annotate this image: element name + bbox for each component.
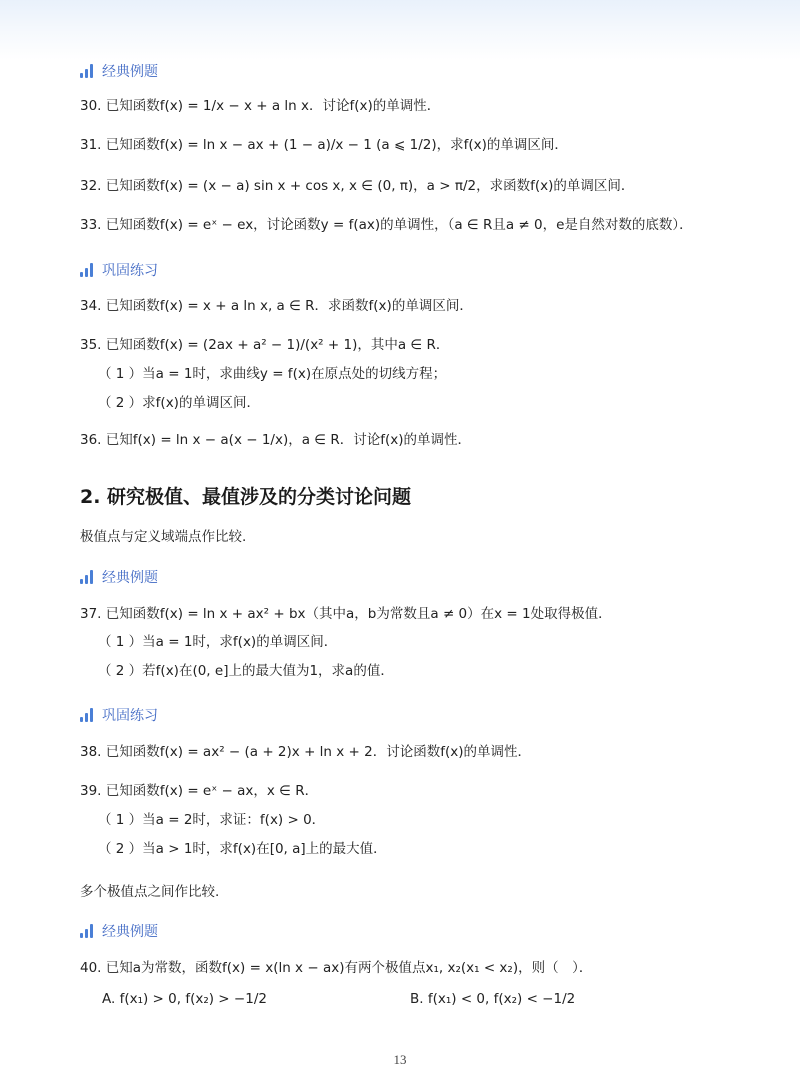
option-a: A. f(x₁) > 0, f(x₂) > −1/2 bbox=[102, 991, 267, 1007]
problem-31: 31. 已知函数f(x) = ln x − ax + (1 − a)/x − 1 (a ⩽ 1/2)，求f(x)的单调区间． bbox=[80, 137, 568, 153]
problem-39: 39. 已知函数f(x) = eˣ − ax，x ∈ R． bbox=[80, 783, 319, 799]
problem-32: 32. 已知函数f(x) = (x − a) sin x + cos x, x ∈ (0, π)，a > π/2，求函数f(x)的单调区间． bbox=[80, 178, 635, 194]
problem-35: 35. 已知函数f(x) = (2ax + a² − 1)/(x² + 1)，其中a ∈ R． bbox=[80, 337, 450, 353]
problem-37: 37. 已知函数f(x) = ln x + ax² + bx（其中a，b为常数且a ≠ 0）在x = 1处取得极值． bbox=[80, 606, 612, 622]
problem-33: 33. 已知函数f(x) = eˣ − ex，讨论函数y = f(ax)的单调性，（a ∈ R且a ≠ 0，e是自然对数的底数）． bbox=[80, 217, 693, 233]
section-classic-examples-3 bbox=[80, 921, 158, 941]
problem-39-part-1: （ 1 ）当a = 2时，求证：f(x) > 0． bbox=[98, 812, 326, 828]
problem-35-part-1: （ 1 ）当a = 1时，求曲线y = f(x)在原点处的切线方程； bbox=[98, 366, 447, 382]
option-b: B. f(x₁) < 0, f(x₂) < −1/2 bbox=[410, 991, 576, 1007]
problem-37-part-2: （ 2 ）若f(x)在(0, e]上的最大值为1，求a的值． bbox=[98, 663, 394, 679]
section-label: 巩固练习 bbox=[102, 263, 158, 279]
note-2: 多个极值点之间作比较. bbox=[80, 884, 220, 900]
problem-38: 38. 已知函数f(x) = ax² − (a + 2)x + ln x + 2．讨论函数f(x)的单调性． bbox=[80, 744, 532, 760]
section-label: 经典例题 bbox=[102, 64, 158, 80]
header-band bbox=[0, 0, 800, 60]
section-label: 经典例题 bbox=[102, 924, 158, 940]
section-classic-examples-2 bbox=[80, 567, 158, 587]
problem-35-part-2: （ 2 ）求f(x)的单调区间． bbox=[98, 395, 260, 411]
section-practice-2 bbox=[80, 705, 158, 725]
note-1: 极值点与定义域端点作比较. bbox=[80, 529, 247, 545]
problem-34: 34. 已知函数f(x) = x + a ln x, a ∈ R．求函数f(x)的单调区间． bbox=[80, 298, 473, 314]
section-heading: 2. 研究极值、最值涉及的分类讨论问题 bbox=[80, 486, 412, 508]
section-label: 巩固练习 bbox=[102, 708, 158, 724]
problem-36: 36. 已知f(x) = ln x − a(x − 1/x)，a ∈ R．讨论f(x)的单调性． bbox=[80, 432, 471, 448]
bar-chart-icon bbox=[80, 924, 93, 938]
section-practice-1 bbox=[80, 260, 158, 280]
bar-chart-icon bbox=[80, 64, 93, 78]
bar-chart-icon bbox=[80, 708, 93, 722]
page-number: 13 bbox=[393, 1052, 407, 1067]
problem-37-part-1: （ 1 ）当a = 1时，求f(x)的单调区间． bbox=[98, 634, 338, 650]
bar-chart-icon bbox=[80, 263, 93, 277]
bar-chart-icon bbox=[80, 570, 93, 584]
section-classic-examples-1 bbox=[80, 61, 158, 81]
problem-30: 30. 已知函数f(x) = 1/x − x + a ln x．讨论f(x)的单调性． bbox=[80, 98, 441, 114]
problem-39-part-2: （ 2 ）当a > 1时，求f(x)在[0, a]上的最大值． bbox=[98, 841, 387, 857]
section-label: 经典例题 bbox=[102, 570, 158, 586]
problem-40: 40. 已知a为常数，函数f(x) = x(ln x − ax)有两个极值点x₁, x₂(x₁ < x₂)，则（ ）． bbox=[80, 960, 593, 976]
